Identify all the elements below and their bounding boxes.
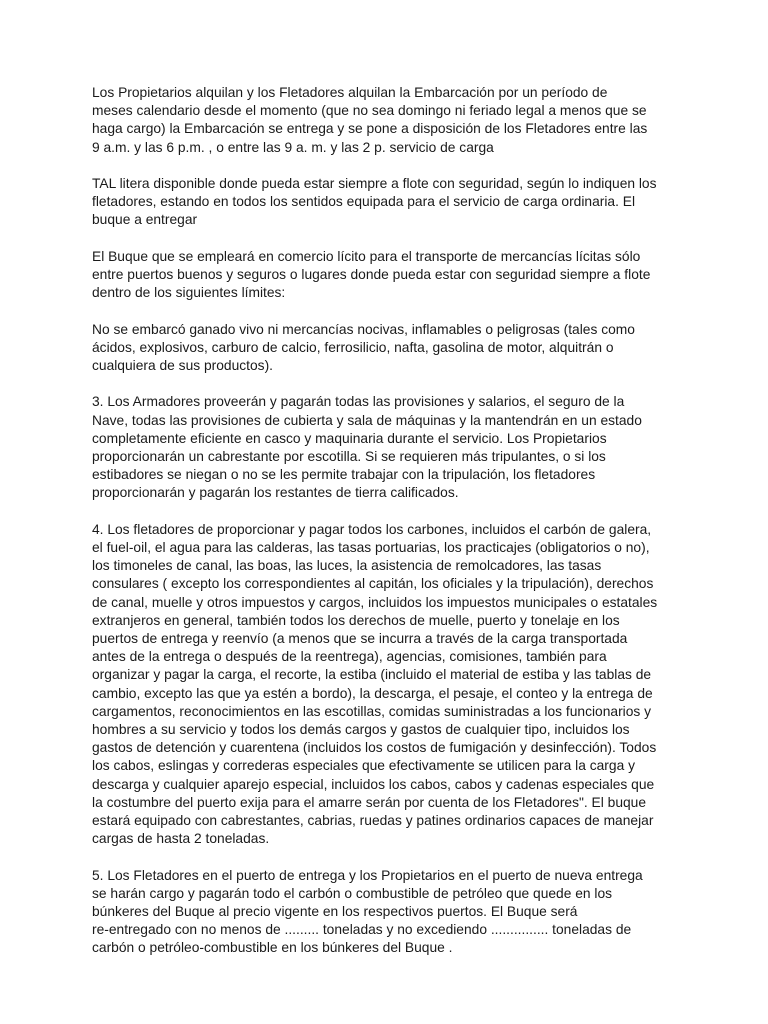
paragraph-berth-availability: TAL litera disponible donde pueda estar siempre a flote con seguridad, según lo indiquen los fletadores, estando en todos los sentidos equipada para el servicio de carga ordinaria. El buque a entregar xyxy=(92,176,657,228)
paragraph-clause-3-owners: 3. Los Armadores proveerán y pagarán todas las provisiones y salarios, el seguro de la Nave, todas las provisiones de cubierta y sala de máquinas y la mantendrán en un estado completamente eficiente en casco y maquinaria durante el servicio. Los Propietarios proporcionarán un cabrestante por escotilla. Si se requieren más tripulantes, o si los estibadores se niegan o no se les permite trabajar con la tripulación, los fletadores proporcionarán y pagarán los restantes de tierra calificados. xyxy=(92,394,642,501)
paragraph-excluded-cargo: No se embarcó ganado vivo ni mercancías nocivas, inflamables o peligrosas (tales como ácidos, explosivos, carburo de calcio, ferrosilicio, nafta, gasolina de motor, alquitrán o cualquiera de sus productos). xyxy=(92,321,635,373)
paragraph-clause-5-bunkers: 5. Los Fletadores en el puerto de entrega y los Propietarios en el puerto de nueva entrega se harán cargo y pagarán todo el carbón o combustible de petróleo que quede en los búnkeres del Buque al precio vigente en los respectivos puertos. El Buque será re-entregado con no menos de ......... toneladas y no excediendo ............... toneladas de carbón o petróleo-combustible en los búnkeres del Buque . xyxy=(92,867,643,956)
paragraph-intro-charter-period: Los Propietarios alquilan y los Fletadores alquilan la Embarcación por un período de meses calendario desde el momento (que no sea domingo ni feriado legal a menos que se haga cargo) la Embarcación se entrega y se pone a disposición de los Fletadores entre las 9 a.m. y las 6 p.m. , o entre las 9 a. m. y las 2 p. servicio de carga xyxy=(92,85,648,155)
paragraph-lawful-trade: El Buque que se empleará en comercio lícito para el transporte de mercancías lícitas sólo entre puertos buenos y seguros o lugares donde pueda estar con seguridad siempre a flote dentro de los siguientes límites: xyxy=(92,248,651,301)
paragraph-clause-4-charterers: 4. Los fletadores de proporcionar y pagar todos los carbones, incluidos el carbón de galera, el fuel-oil, el agua para las calderas, las tasas portuarias, los practicajes (obligatorios o no), los timoneles de canal, las boas, las luces, la asistencia de remolcadores, las tasas consulares ( excepto los correspondientes al capitán, los oficiales y la tripulación), derechos de canal, muelle y otros impuestos y cargos, incluidos los impuestos municipales o estatales extranjeros en general, también todos los derechos de muelle, puerto y tonelaje en los puertos de entrega y reenvío (a menos que se incurra a través de la carga transportada antes de la entrega o después de la reentrega), agencias, comisiones, también para organizar y pagar la carga, el recorte, la estiba (incluido el material de estiba y las tablas de cambio, excepto las que ya estén a bordo), la descarga, el pesaje, el conteo y la entrega de cargamentos, reconocimientos en las escotillas, comidas suministradas a los funcionarios y hombres a su servicio y todos los demás cargos y gastos de cualquier tipo, incluidos los gastos de detención y cuarentena (incluidos los costos de fumigación y desinfección). Todos los cabos, eslingas y correderas especiales que efectivamente se utilicen para la carga y descarga y cualquier aparejo especial, incluidos los cabos, cabos y cadenas especiales que la costumbre del puerto exija para el amarre serán por cuenta de los Fletadores". El buque estará equipado con cabrestantes, cabrias, ruedas y patines ordinarios capaces de manejar cargas de hasta 2 toneladas. xyxy=(92,521,658,847)
document-body xyxy=(92,84,700,976)
